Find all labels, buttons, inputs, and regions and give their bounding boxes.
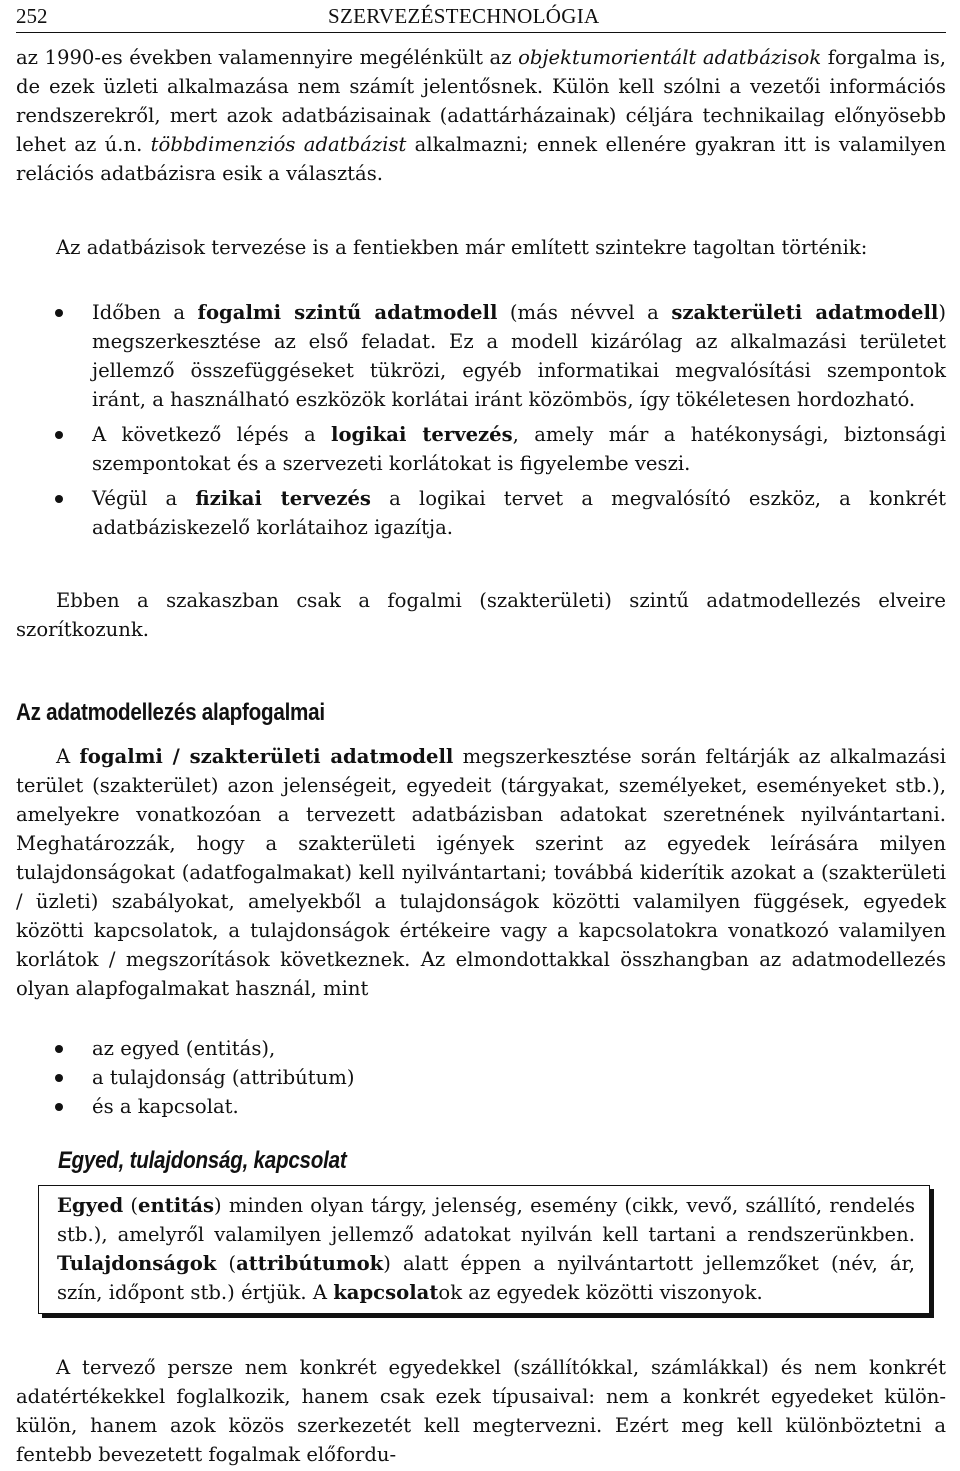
bullet-list-concepts bbox=[16, 1034, 946, 1121]
list-item: a tulajdonság (attribútum) bbox=[16, 1063, 946, 1092]
bold-term: fizikai tervezés bbox=[195, 487, 371, 510]
paragraph-text: Ebben a szakaszban csak a fogalmi (szakterületi) szintű adatmodellezés elveire szorítkozunk. bbox=[16, 589, 946, 641]
bold-term: fogalmi / szakterületi adatmodell bbox=[79, 745, 454, 768]
paragraph-design-levels bbox=[16, 233, 946, 262]
running-title: SZERVEZÉSTECHNOLÓGIA bbox=[328, 4, 600, 28]
paragraph-types bbox=[16, 1353, 946, 1469]
bullet-icon bbox=[55, 1103, 63, 1111]
list-item: az egyed (entitás), bbox=[16, 1034, 946, 1063]
bold-term: entitás bbox=[138, 1194, 215, 1217]
bullet-icon bbox=[55, 1045, 63, 1053]
text-span: alkalmazni; ennek ellenére gyakran itt is valamilyen relációs adatbázisra esik a választás. bbox=[16, 133, 946, 185]
bold-term: szakterületi adatmodell bbox=[671, 301, 939, 324]
list-item: és a kapcsolat. bbox=[16, 1092, 946, 1121]
bullet-icon bbox=[55, 309, 63, 317]
text-span: forgalma is, de ezek üzleti alkalmazása nem számít jelentősnek. Külön kell szólni a vezetői információs rendszerekről, mert azok adatbázisainak (adattárházainak) céljára technikailag előnyösebb lehet az ú.n. bbox=[16, 46, 946, 156]
list-item: Időben a fogalmi szintű adatmodell (más névvel a szakterületi adatmodell) megszerkesztése az első feladat. Ez a modell kizárólag az alkalmazási területet jellemző összefüggéseket tükrözi, egyéb informatikai megvalósítási szempontok iránt, a használható eszközök korlátai iránt közömbös, így tökéletesen hordozható. bbox=[16, 298, 946, 414]
bold-term: attribútumok bbox=[236, 1252, 384, 1275]
list-item: A következő lépés a logikai tervezés, amely már a hatékonysági, biztonsági szempontokat és a szervezeti korlátokat is figyelembe veszi. bbox=[16, 420, 946, 478]
bullet-icon bbox=[55, 431, 63, 439]
section-heading: Az adatmodellezés alapfogalmai bbox=[16, 699, 325, 726]
bullet-list-design bbox=[16, 298, 946, 542]
bullet-icon bbox=[55, 495, 63, 503]
text-span: az 1990-es években valamennyire megélénkült az bbox=[16, 46, 519, 69]
running-header bbox=[16, 2, 946, 33]
subsection-heading: Egyed, tulajdonság, kapcsolat bbox=[58, 1147, 347, 1174]
italic-term: többdimenziós adatbázist bbox=[150, 133, 407, 156]
paragraph-intro bbox=[16, 43, 946, 188]
bullet-icon bbox=[55, 1074, 63, 1082]
bold-term: fogalmi szintű adatmodell bbox=[197, 301, 498, 324]
paragraph-scope bbox=[16, 586, 946, 644]
italic-term: objektumorientált adatbázisok bbox=[518, 46, 822, 69]
bold-term: logikai tervezés bbox=[331, 423, 513, 446]
definition-box: Egyed (entitás) minden olyan tárgy, jelenség, esemény (cikk, vevő, szállító, rendelés stb.), amelyről valamilyen jellemző adatokat nyilván kell tartani a rendszerünkben. Tulajdonságok (attribútumok) alatt éppen a nyilvántartott jellemzőket (név, ár, szín, időpont stb.) értjük. A kapcsolatok az egyedek közötti viszonyok. bbox=[38, 1185, 930, 1314]
bold-term: kapcsolat bbox=[333, 1281, 439, 1304]
paragraph-text: Az adatbázisok tervezése is a fentiekben már említett szintekre tagoltan történik: bbox=[56, 236, 868, 259]
paragraph-conceptual-model: A fogalmi / szakterületi adatmodell megszerkesztése során feltárják az alkalmazási terület (szakterület) azon jelenségeit, egyedeit (tárgyakat, személyeket, eseményeket stb.), amelyekre vonatkozóan a tervezett adatbázisban adatokat szeretnének nyilvántartani. Meghatározzák, hogy a szakterületi igények szerint az egyedek leírására milyen tulajdonságokat (adatfogalmakat) kell nyilvántartani; továbbá kiderítik azokat a (szakterületi / üzleti) szabályokat, amelyekből a tulajdonságok közötti valamilyen függések, egyedek közötti kapcsolatok, a tulajdonságok értékeire vagy a kapcsolatokra vonatkozó valamilyen korlátok / megszorítások következnek. Az elmondottakkal összhangban az adatmodellezés olyan alapfogalmakat használ, mint bbox=[16, 745, 946, 1000]
bold-term: Egyed bbox=[57, 1194, 124, 1217]
page-number: 252 bbox=[16, 4, 48, 28]
list-item: Végül a fizikai tervezés a logikai tervet a megvalósító eszköz, a konkrét adatbáziskezelő korlátaihoz igazítja. bbox=[16, 484, 946, 542]
paragraph-text: A tervező persze nem konkrét egyedekkel (szállítókkal, számlákkal) és nem konkrét adatértékekkel foglalkozik, hanem csak ezek típusaival: nem a konkrét egyedeket külön-külön, hanem azok közös szerkezetét kell megtervezni. Ezért meg kell különböztetni a fentebb bevezetett fogalmak előfordu- bbox=[16, 1356, 946, 1466]
bold-term: Tulajdonságok bbox=[57, 1252, 217, 1275]
